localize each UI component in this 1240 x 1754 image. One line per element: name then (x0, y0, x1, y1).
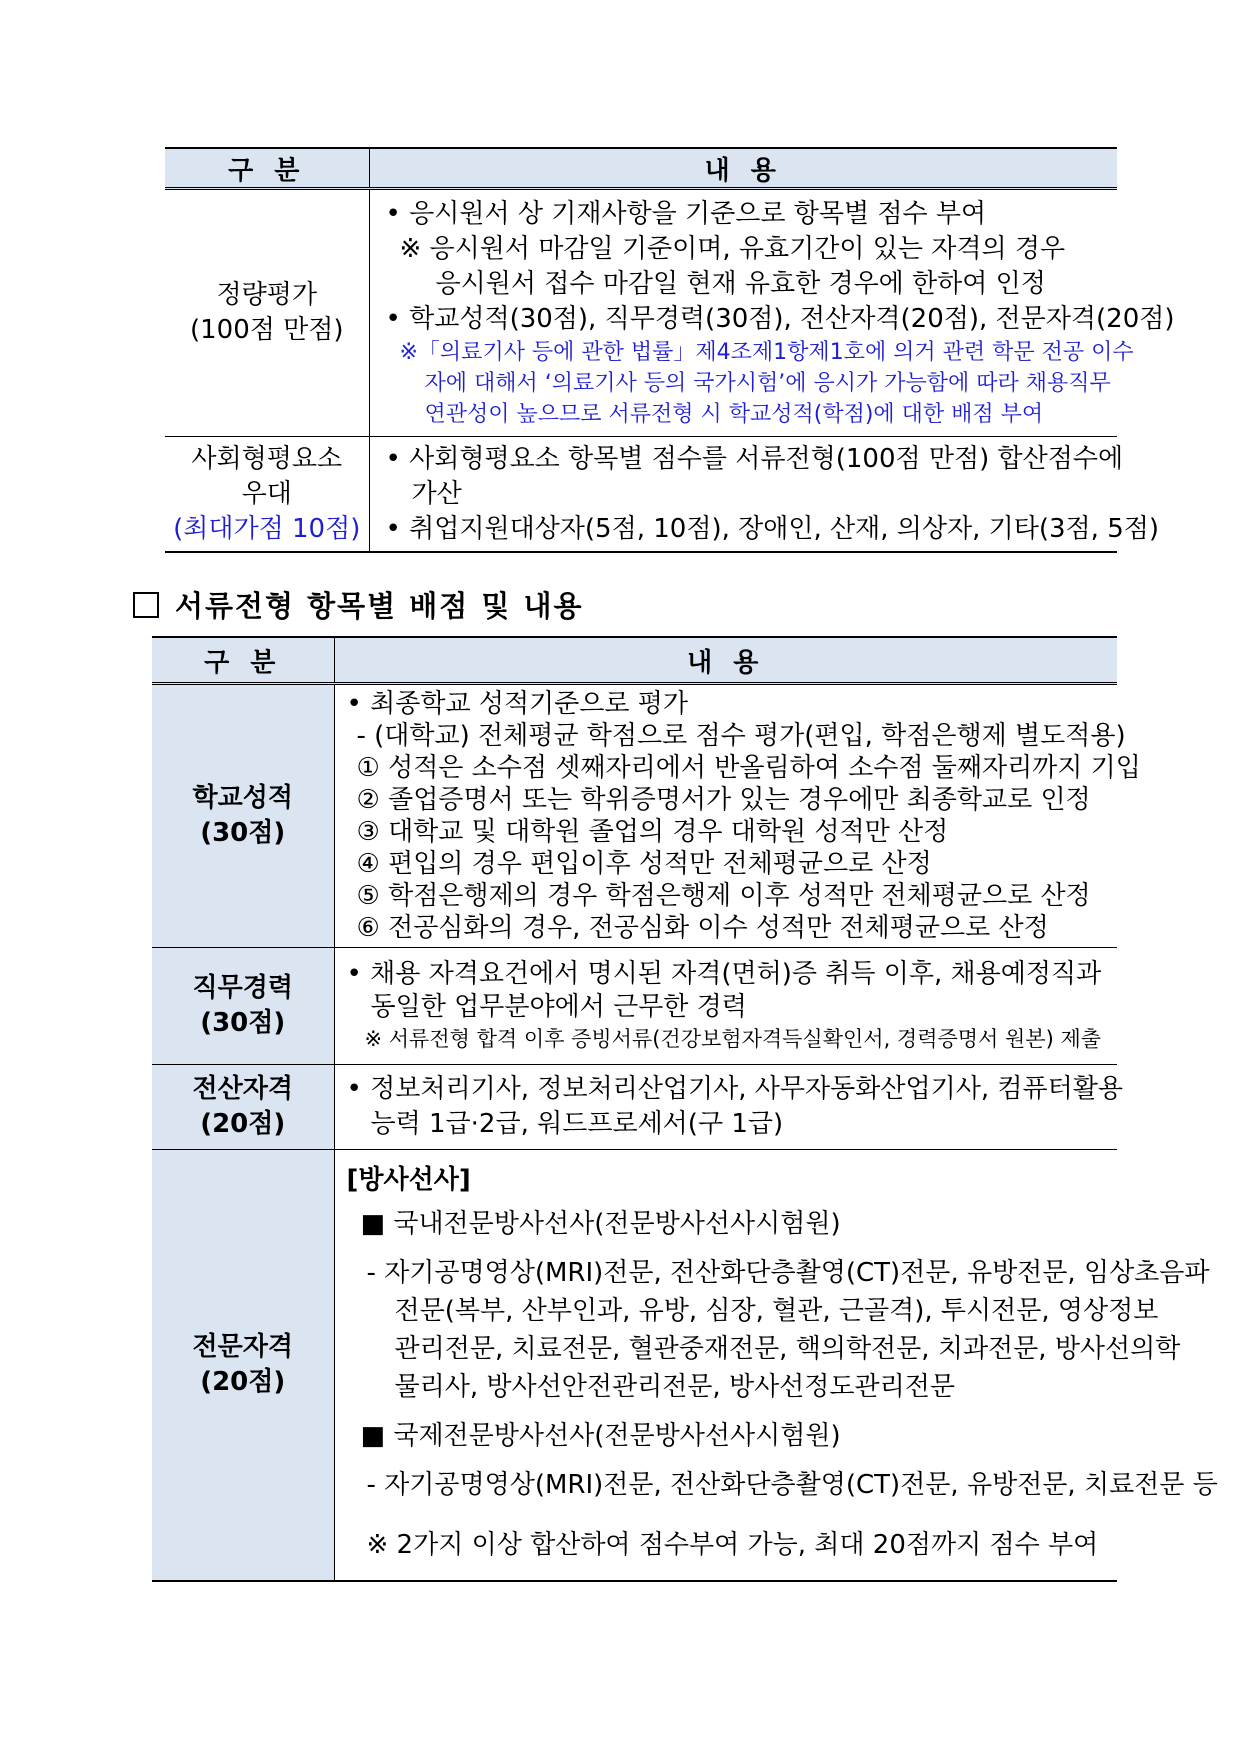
label-line: (20점) (200, 1109, 286, 1139)
table-row-job-career (152, 948, 1117, 1065)
domestic-title: ■ 국내전문방사선사(전문방사선사시험원) (360, 1209, 841, 1239)
row-content (334, 1065, 1123, 1150)
document-screening-table (152, 636, 1218, 1582)
label-line: (30점) (200, 818, 286, 848)
content-line: 응시원서 접수 마감일 현재 유효한 경우에 한하여 인정 (435, 268, 1046, 299)
table-row-school-grades (152, 684, 1117, 948)
row-label (165, 437, 369, 553)
content-line: ① 성적은 소수점 셋째자리에서 반올림하여 소수점 둘째자리까지 기입 (356, 753, 1141, 783)
row-label (152, 684, 334, 948)
label-line: (100점 만점) (189, 315, 344, 345)
content-line: • 응시원서 상 기재사항을 기준으로 항목별 점수 부여 (385, 198, 987, 229)
content-line: • 정보처리기사, 정보처리산업기사, 사무자동화산업기사, 컴퓨터활용 (346, 1074, 1123, 1104)
label-line: (20점) (200, 1367, 286, 1397)
label-line: 우대 (241, 478, 292, 509)
content-line: • 학교성적(30점), 직무경력(30점), 전산자격(20점), 전문자격(20점) (385, 303, 1175, 334)
content-line: ※「의료기사 등에 관한 법률」제4조제1항제1호에 의거 관련 학문 전공 이수 (399, 339, 1134, 365)
label-line: 직무경력 (192, 973, 293, 1003)
row-content (369, 437, 1159, 553)
label-line: 사회형평요소 (191, 443, 343, 474)
label-line: 학교성적 (192, 783, 293, 813)
row-label (152, 948, 334, 1065)
table-row-social-equity (165, 437, 1117, 553)
table-row-professional-qualification (152, 1150, 1117, 1582)
label-line: 전산자격 (192, 1074, 293, 1104)
header-content: 내 용 (334, 637, 1117, 684)
label-line: 전문자격 (192, 1332, 293, 1362)
content-note: ※ 2가지 이상 합산하여 점수부여 가능, 최대 20점까지 점수 부여 (366, 1530, 1099, 1560)
content-line: 관리전문, 치료전문, 혈관중재전문, 핵의학전문, 치과전문, 방사선의학 (394, 1334, 1181, 1364)
content-line: - 자기공명영상(MRI)전문, 전산화단층촬영(CT)전문, 유방전문, 치료전문 등 (366, 1470, 1218, 1500)
checkbox-square-icon (133, 592, 159, 618)
content-line: ※ 서류전형 합격 이후 증빙서류(건강보험자격득실확인서, 경력증명서 원본) 제출 (364, 1027, 1102, 1051)
content-line: ④ 편입의 경우 편입이후 성적만 전체평균으로 산정 (356, 849, 932, 879)
row-content (334, 948, 1117, 1065)
content-line: ※ 응시원서 마감일 기준이며, 유효기간이 있는 자격의 경우 (399, 233, 1066, 264)
content-line: • 최종학교 성적기준으로 평가 (346, 689, 689, 719)
header-category: 구 분 (165, 148, 369, 189)
content-line: 물리사, 방사선안전관리전문, 방사선정도관리전문 (394, 1372, 955, 1402)
row-content (334, 1150, 1218, 1582)
table-row-it-qualification (152, 1065, 1117, 1150)
header-content: 내 용 (369, 148, 1117, 189)
content-line: ③ 대학교 및 대학원 졸업의 경우 대학원 성적만 산정 (356, 817, 949, 847)
label-line: (30점) (200, 1008, 286, 1038)
label-line: 정량평가 (216, 280, 317, 310)
row-content (369, 189, 1175, 437)
label-line: (최대가점 10점) (173, 513, 361, 544)
table-row-quantitative (165, 189, 1117, 437)
international-title: ■ 국제전문방사선사(전문방사선사시험원) (360, 1421, 841, 1451)
content-line: 자에 대해서 ‘의료기사 등의 국가시험’에 응시가 가능함에 따라 채용직무 (424, 370, 1111, 396)
content-line: • 취업지원대상자(5점, 10점), 장애인, 산재, 의상자, 기타(3점, 5점) (385, 513, 1159, 544)
expert-heading: [방사선사] (346, 1165, 471, 1195)
content-line: 가산 (411, 478, 462, 509)
content-line: ⑤ 학점은행제의 경우 학점은행제 이후 성적만 전체평균으로 산정 (356, 881, 1091, 911)
content-line: 전문(복부, 산부인과, 유방, 심장, 혈관, 근골격), 투시전문, 영상정보 (394, 1296, 1159, 1326)
section-title-text: 서류전형 항목별 배점 및 내용 (175, 589, 584, 623)
content-line: • 사회형평요소 항목별 점수를 서류전형(100점 만점) 합산점수에 (385, 443, 1124, 474)
row-label (152, 1065, 334, 1150)
content-line: - (대학교) 전체평균 학점으로 점수 평가(편입, 학점은행제 별도적용) (356, 721, 1126, 751)
content-line: 능력 1급·2급, 워드프로세서(구 1급) (370, 1109, 784, 1139)
row-label (165, 189, 369, 437)
row-label (152, 1150, 334, 1582)
evaluation-table (165, 147, 1175, 553)
row-content (334, 684, 1141, 948)
header-category: 구 분 (152, 637, 334, 684)
content-line: 동일한 업무분야에서 근무한 경력 (370, 992, 747, 1022)
content-line: • 채용 자격요건에서 명시된 자격(면허)증 취득 이후, 채용예정직과 (346, 959, 1102, 989)
content-line: ② 졸업증명서 또는 학위증명서가 있는 경우에만 최종학교로 인정 (356, 785, 1091, 815)
content-line: - 자기공명영상(MRI)전문, 전산화단층촬영(CT)전문, 유방전문, 임상초음파 (366, 1258, 1210, 1288)
content-line: 연관성이 높으므로 서류전형 시 학교성적(학점)에 대한 배점 부여 (424, 401, 1044, 427)
section-title (133, 584, 584, 625)
content-line: ⑥ 전공심화의 경우, 전공심화 이수 성적만 전체평균으로 산정 (356, 913, 1049, 943)
